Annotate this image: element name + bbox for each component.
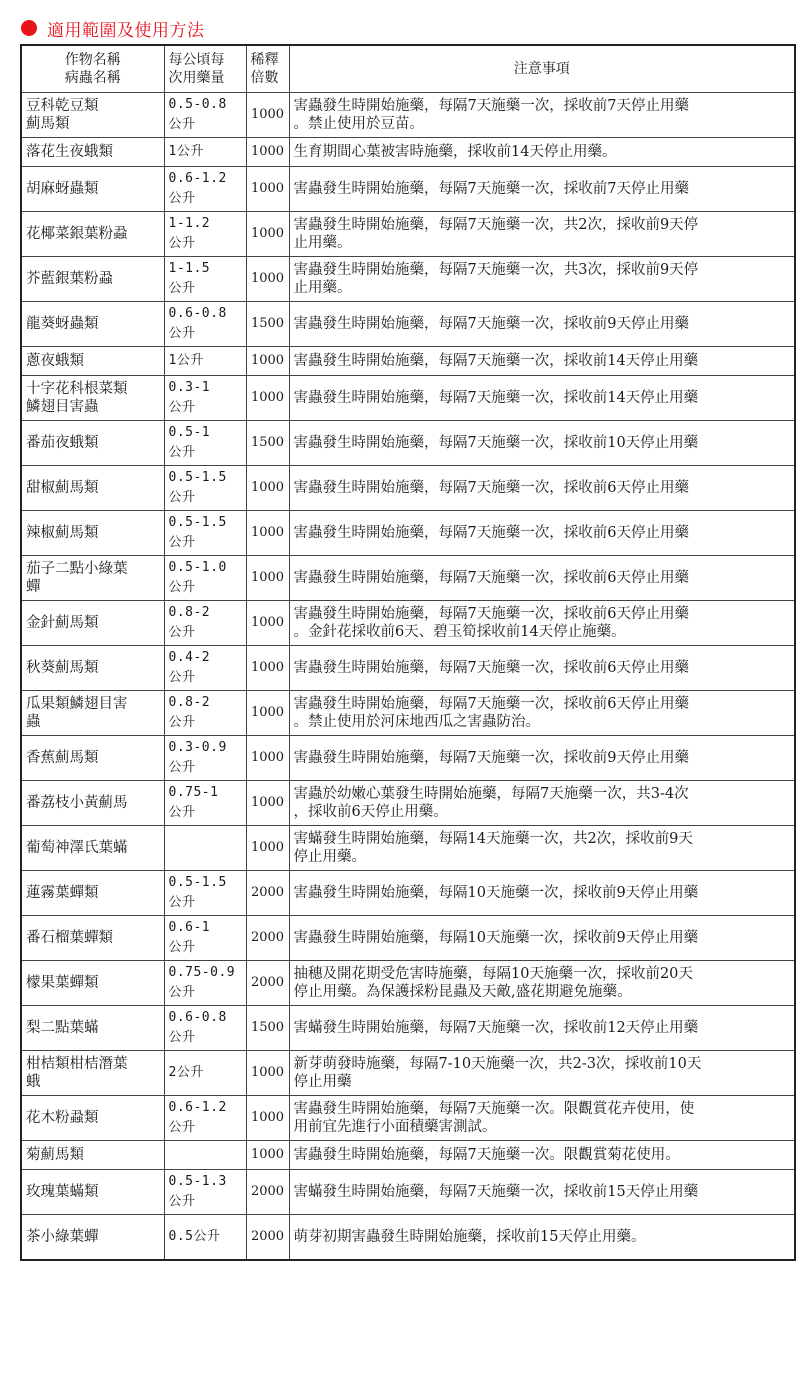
header-notes: 注意事項 — [289, 45, 795, 93]
dosage-cell: 0.6-1.2 公升 — [164, 167, 246, 212]
crop-cell: 柑桔類柑桔潛葉 蛾 — [21, 1051, 164, 1096]
table-row — [21, 1006, 795, 1051]
notes-cell: 害蟲發生時開始施藥，每隔7天施藥一次。限觀賞菊花使用。 — [289, 1141, 795, 1170]
dilution-cell: 2000 — [246, 1170, 289, 1215]
notes-cell: 抽穗及開花期受危害時施藥，每隔10天施藥一次，採收前20天 停止用藥。為保護採粉昆蟲及天敵,盛花期避免施藥。 — [289, 961, 795, 1006]
table-row — [21, 1096, 795, 1141]
crop-cell: 檬果葉蟬類 — [21, 961, 164, 1006]
dilution-cell: 1000 — [246, 466, 289, 511]
dilution-cell: 1000 — [246, 257, 289, 302]
notes-cell: 害蟲發生時開始施藥，每隔7天施藥一次，採收前6天停止用藥 — [289, 466, 795, 511]
dosage-cell: 0.5-1.5 公升 — [164, 511, 246, 556]
table-row — [21, 736, 795, 781]
crop-cell: 菊薊馬類 — [21, 1141, 164, 1170]
crop-cell: 番石榴葉蟬類 — [21, 916, 164, 961]
dosage-cell: 0.5-1.5 公升 — [164, 466, 246, 511]
table-row — [21, 826, 795, 871]
crop-cell: 辣椒薊馬類 — [21, 511, 164, 556]
table-row — [21, 556, 795, 601]
notes-cell: 害蟲發生時開始施藥，每隔7天施藥一次，採收前14天停止用藥 — [289, 347, 795, 376]
dilution-cell: 1500 — [246, 302, 289, 347]
crop-cell: 玫瑰葉蟎類 — [21, 1170, 164, 1215]
red-bullet-icon — [21, 20, 37, 36]
dosage-cell: 0.5-1.3 公升 — [164, 1170, 246, 1215]
dosage-cell: 0.6-1 公升 — [164, 916, 246, 961]
notes-cell: 害蟲發生時開始施藥，每隔7天施藥一次，採收前9天停止用藥 — [289, 302, 795, 347]
notes-cell: 害蟎發生時開始施藥，每隔7天施藥一次，採收前12天停止用藥 — [289, 1006, 795, 1051]
crop-cell: 豆科乾豆類 薊馬類 — [21, 93, 164, 138]
dilution-cell: 1000 — [246, 646, 289, 691]
table-row — [21, 1170, 795, 1215]
table-row — [21, 212, 795, 257]
dosage-cell: 0.4-2 公升 — [164, 646, 246, 691]
header-dosage: 每公頃每 次用藥量 — [164, 45, 246, 93]
crop-cell: 胡麻蚜蟲類 — [21, 167, 164, 212]
crop-cell: 龍葵蚜蟲類 — [21, 302, 164, 347]
dosage-cell: 0.8-2 公升 — [164, 691, 246, 736]
table-row — [21, 646, 795, 691]
dilution-cell: 1000 — [246, 376, 289, 421]
table-row — [21, 376, 795, 421]
table-row — [21, 1141, 795, 1170]
dilution-cell: 1000 — [246, 1141, 289, 1170]
table-row — [21, 916, 795, 961]
dilution-cell: 1000 — [246, 1096, 289, 1141]
dosage-cell: 0.3-1 公升 — [164, 376, 246, 421]
table-header-row — [21, 45, 795, 93]
dosage-cell: 1-1.2 公升 — [164, 212, 246, 257]
dilution-cell: 2000 — [246, 1215, 289, 1261]
crop-cell: 芥藍銀葉粉蝨 — [21, 257, 164, 302]
dilution-cell: 1000 — [246, 601, 289, 646]
notes-cell: 生育期間心葉被害時施藥，採收前14天停止用藥。 — [289, 138, 795, 167]
crop-cell: 瓜果類鱗翅目害 蟲 — [21, 691, 164, 736]
dosage-cell: 1公升 — [164, 138, 246, 167]
notes-cell: 害蟲發生時開始施藥，每隔7天施藥一次，採收前9天停止用藥 — [289, 736, 795, 781]
crop-cell: 甜椒薊馬類 — [21, 466, 164, 511]
dilution-cell: 1000 — [246, 1051, 289, 1096]
crop-cell: 落花生夜蛾類 — [21, 138, 164, 167]
table-row — [21, 347, 795, 376]
dosage-cell: 0.6-1.2 公升 — [164, 1096, 246, 1141]
table-row — [21, 466, 795, 511]
notes-cell: 害蟲發生時開始施藥，每隔7天施藥一次，共2次，採收前9天停 止用藥。 — [289, 212, 795, 257]
table-body — [21, 93, 795, 1261]
table-row — [21, 601, 795, 646]
dosage-cell — [164, 826, 246, 871]
dilution-cell: 2000 — [246, 961, 289, 1006]
notes-cell: 害蟲發生時開始施藥，每隔7天施藥一次，採收前10天停止用藥 — [289, 421, 795, 466]
table-row — [21, 302, 795, 347]
crop-cell: 葡萄神澤氏葉蟎 — [21, 826, 164, 871]
crop-cell: 茄子二點小綠葉 蟬 — [21, 556, 164, 601]
dilution-cell: 1500 — [246, 1006, 289, 1051]
notes-cell: 害蟲發生時開始施藥，每隔7天施藥一次。限觀賞花卉使用，使 用前宜先進行小面積藥害測試。 — [289, 1096, 795, 1141]
table-row — [21, 511, 795, 556]
crop-cell: 香蕉薊馬類 — [21, 736, 164, 781]
notes-cell: 害蟲發生時開始施藥，每隔7天施藥一次，採收前6天停止用藥 — [289, 511, 795, 556]
dosage-cell: 2公升 — [164, 1051, 246, 1096]
crop-cell: 蓮霧葉蟬類 — [21, 871, 164, 916]
table-row — [21, 257, 795, 302]
crop-cell: 十字花科根菜類 鱗翅目害蟲 — [21, 376, 164, 421]
notes-cell: 萌芽初期害蟲發生時開始施藥，採收前15天停止用藥。 — [289, 1215, 795, 1261]
header-crop-pest: 作物名稱 病蟲名稱 — [21, 45, 164, 93]
table-row — [21, 138, 795, 167]
dosage-cell — [164, 1141, 246, 1170]
dosage-cell: 0.5公升 — [164, 1215, 246, 1261]
table-row — [21, 1215, 795, 1261]
crop-cell: 金針薊馬類 — [21, 601, 164, 646]
notes-cell: 害蟲發生時開始施藥，每隔7天施藥一次，採收前6天停止用藥 。禁止使用於河床地西瓜之害蟲防治。 — [289, 691, 795, 736]
dilution-cell: 1000 — [246, 691, 289, 736]
dosage-cell: 0.75-0.9 公升 — [164, 961, 246, 1006]
dosage-cell: 0.5-0.8 公升 — [164, 93, 246, 138]
notes-cell: 害蟲發生時開始施藥，每隔10天施藥一次，採收前9天停止用藥 — [289, 916, 795, 961]
dilution-cell: 1000 — [246, 138, 289, 167]
notes-cell: 害蟲發生時開始施藥，每隔7天施藥一次，採收前7天停止用藥 — [289, 167, 795, 212]
notes-cell: 害蟲於幼嫩心葉發生時開始施藥，每隔7天施藥一次，共3-4次 ，採收前6天停止用藥。 — [289, 781, 795, 826]
dilution-cell: 2000 — [246, 871, 289, 916]
dilution-cell: 1000 — [246, 556, 289, 601]
dosage-cell: 1-1.5 公升 — [164, 257, 246, 302]
dilution-cell: 1000 — [246, 93, 289, 138]
dosage-cell: 0.3-0.9 公升 — [164, 736, 246, 781]
crop-cell: 番茄夜蛾類 — [21, 421, 164, 466]
crop-cell: 花木粉蝨類 — [21, 1096, 164, 1141]
dosage-cell: 0.8-2 公升 — [164, 601, 246, 646]
crop-cell: 蔥夜蛾類 — [21, 347, 164, 376]
table-row — [21, 781, 795, 826]
notes-cell: 害蟲發生時開始施藥，每隔7天施藥一次，採收前6天停止用藥 — [289, 556, 795, 601]
table-row — [21, 871, 795, 916]
notes-cell: 害蟲發生時開始施藥，每隔7天施藥一次，共3次，採收前9天停 止用藥。 — [289, 257, 795, 302]
table-row — [21, 691, 795, 736]
notes-cell: 害蟲發生時開始施藥，每隔10天施藥一次，採收前9天停止用藥 — [289, 871, 795, 916]
dilution-cell: 1500 — [246, 421, 289, 466]
dosage-cell: 0.6-0.8 公升 — [164, 302, 246, 347]
dosage-cell: 1公升 — [164, 347, 246, 376]
dosage-cell: 0.5-1.5 公升 — [164, 871, 246, 916]
crop-cell: 秋葵薊馬類 — [21, 646, 164, 691]
dilution-cell: 1000 — [246, 347, 289, 376]
notes-cell: 害蟎發生時開始施藥，每隔14天施藥一次，共2次，採收前9天 停止用藥。 — [289, 826, 795, 871]
dosage-cell: 0.6-0.8 公升 — [164, 1006, 246, 1051]
section-header — [21, 14, 205, 42]
crop-cell: 花椰菜銀葉粉蝨 — [21, 212, 164, 257]
notes-cell: 害蟲發生時開始施藥，每隔7天施藥一次，採收前6天停止用藥 — [289, 646, 795, 691]
section-title: 適用範圍及使用方法 — [47, 20, 205, 41]
table-row — [21, 961, 795, 1006]
header-dilution: 稀釋 倍數 — [246, 45, 289, 93]
crop-cell: 茶小綠葉蟬 — [21, 1215, 164, 1261]
usage-table — [20, 44, 796, 1261]
table-row — [21, 1051, 795, 1096]
dilution-cell: 1000 — [246, 826, 289, 871]
dilution-cell: 1000 — [246, 736, 289, 781]
dosage-cell: 0.75-1 公升 — [164, 781, 246, 826]
dilution-cell: 1000 — [246, 167, 289, 212]
notes-cell: 害蟲發生時開始施藥，每隔7天施藥一次，採收前6天停止用藥 。金針花採收前6天、碧玉筍採收前14天停止施藥。 — [289, 601, 795, 646]
notes-cell: 害蟲發生時開始施藥，每隔7天施藥一次，採收前14天停止用藥 — [289, 376, 795, 421]
dilution-cell: 1000 — [246, 781, 289, 826]
crop-cell: 梨二點葉蟎 — [21, 1006, 164, 1051]
crop-cell: 番荔枝小黃薊馬 — [21, 781, 164, 826]
table-row — [21, 167, 795, 212]
dosage-cell: 0.5-1.0 公升 — [164, 556, 246, 601]
dosage-cell: 0.5-1 公升 — [164, 421, 246, 466]
table-row — [21, 93, 795, 138]
notes-cell: 害蟎發生時開始施藥，每隔7天施藥一次，採收前15天停止用藥 — [289, 1170, 795, 1215]
notes-cell: 新芽萌發時施藥，每隔7-10天施藥一次，共2-3次，採收前10天 停止用藥 — [289, 1051, 795, 1096]
dilution-cell: 1000 — [246, 511, 289, 556]
table-row — [21, 421, 795, 466]
dilution-cell: 2000 — [246, 916, 289, 961]
dilution-cell: 1000 — [246, 212, 289, 257]
notes-cell: 害蟲發生時開始施藥，每隔7天施藥一次，採收前7天停止用藥 。禁止使用於豆苗。 — [289, 93, 795, 138]
